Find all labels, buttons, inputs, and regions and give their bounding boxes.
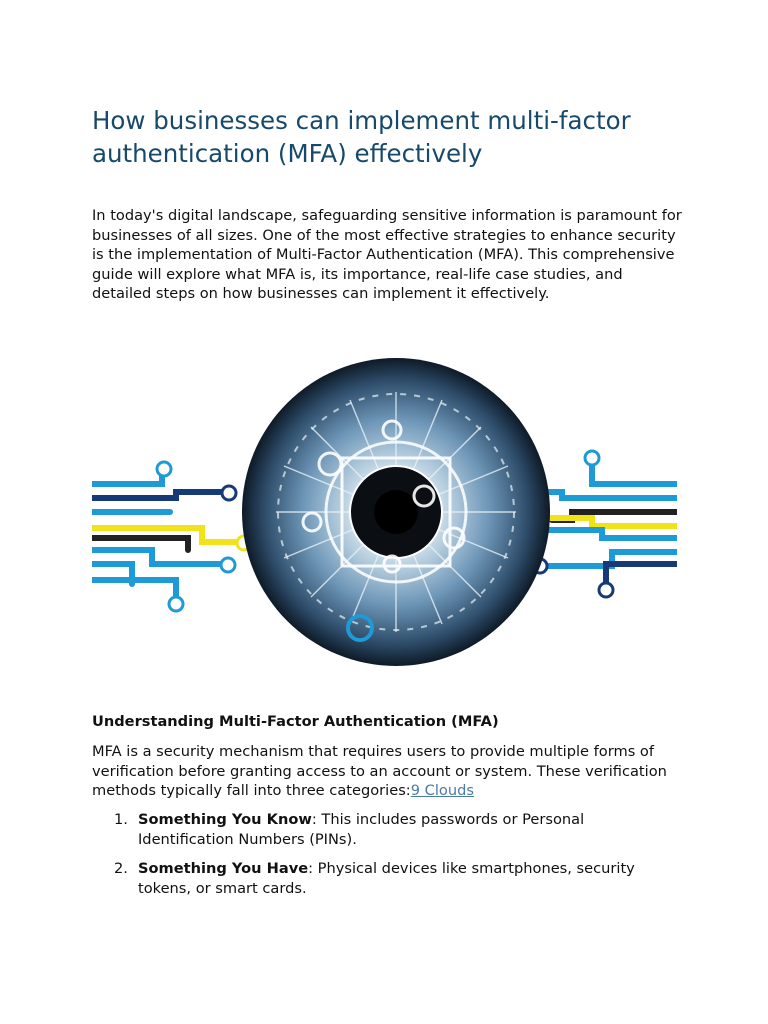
nine-clouds-link[interactable]: 9 Clouds xyxy=(410,782,474,800)
article-title: How businesses can implement multi-factor authentication (MFA) effectively xyxy=(92,106,631,168)
list-description: : Physical devices like smartphones, security tokens, or smart cards. xyxy=(138,860,635,897)
intro-paragraph: In today's digital landscape, safeguarding sensitive information is paramount for businesses of all sizes. One of the most effective strategies to enhance security is the implementation of Multi-Factor Authentication (MFA). This comprehensive guide will explore what MFA is, its importance, real-life case studies, and detailed steps on how businesses can implement it effectively. xyxy=(92,207,682,303)
section-paragraph xyxy=(92,742,682,801)
section-heading: Understanding Multi-Factor Authentication (MFA) xyxy=(92,713,499,730)
list-item xyxy=(92,810,682,849)
left-circuit-lines xyxy=(92,462,251,611)
list-description: : This includes passwords or Personal Identification Numbers (PINs). xyxy=(138,811,585,848)
section-text: MFA is a security mechanism that requires users to provide multiple forms of verification before granting access to an account or system. These verification methods typically fall into three categories: xyxy=(92,743,667,800)
list-item xyxy=(92,859,682,898)
mfa-categories-list xyxy=(92,810,682,908)
eye-circuit-illustration xyxy=(92,352,677,670)
iris xyxy=(242,358,550,666)
list-number: 2. xyxy=(114,860,128,878)
list-number: 1. xyxy=(114,811,128,828)
list-term: Something You Have xyxy=(138,860,309,878)
list-term: Something You Know xyxy=(138,811,312,828)
